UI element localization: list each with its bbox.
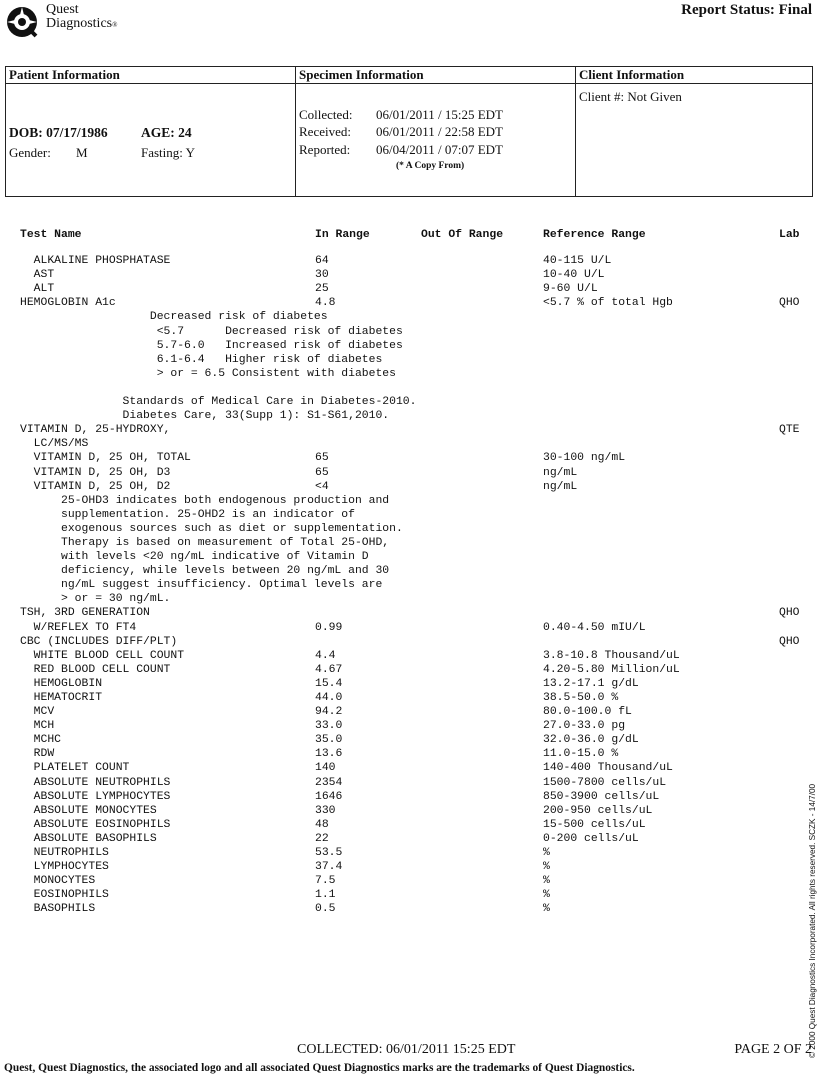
reference-range: 80.0-100.0 fL	[543, 706, 632, 719]
table-row	[0, 832, 830, 846]
logo-mark: ®	[112, 21, 118, 29]
table-row	[0, 254, 830, 268]
table-row	[0, 268, 830, 282]
test-name: RDW	[20, 748, 55, 761]
note-text: with levels <20 ng/mL indicative of Vitamin D	[20, 551, 369, 564]
in-range-value: 65	[315, 452, 329, 465]
in-range-value: 37.4	[315, 861, 343, 874]
reference-range: 0.40-4.50 mIU/L	[543, 621, 646, 634]
table-row	[0, 747, 830, 761]
test-name: HEMOGLOBIN A1c	[20, 297, 116, 310]
note-line	[0, 381, 830, 395]
table-row	[0, 776, 830, 790]
copy-note: (* A Copy From)	[396, 161, 465, 171]
test-name: MCV	[20, 706, 55, 719]
received-label: Received:	[299, 124, 351, 139]
table-row	[0, 423, 830, 437]
in-range-value: 13.6	[315, 748, 343, 761]
in-range-value: 48	[315, 818, 329, 831]
in-range-value: 22	[315, 832, 329, 845]
reference-range: 850-3900 cells/uL	[543, 790, 660, 803]
reference-range: 10-40 U/L	[543, 269, 605, 282]
reference-range: 1500-7800 cells/uL	[543, 776, 667, 789]
lab-code: QTE	[779, 424, 800, 437]
logo-text	[46, 3, 117, 32]
in-range-value: 33.0	[315, 720, 343, 733]
note-line	[0, 325, 830, 339]
table-row	[0, 902, 830, 916]
table-row	[0, 705, 830, 719]
test-name: AST	[20, 269, 55, 282]
table-row	[0, 480, 830, 494]
note-line	[0, 339, 830, 353]
trademark-notice: Quest, Quest Diagnostics, the associated logo and all associated Quest Diagnostics marks are the trademarks of Quest Diagnostics.	[4, 1062, 635, 1074]
reference-range: 140-400 Thousand/uL	[543, 762, 673, 775]
test-name: VITAMIN D, 25 OH, TOTAL	[20, 452, 191, 465]
test-name: HEMOGLOBIN	[20, 677, 103, 690]
table-row	[0, 606, 830, 620]
note-text: ng/mL suggest insufficiency. Optimal levels are	[20, 579, 383, 592]
test-name: MCH	[20, 720, 55, 733]
reference-range: %	[543, 861, 550, 874]
note-line	[0, 536, 830, 550]
in-range-value: 25	[315, 283, 329, 296]
logo-line1: Quest	[46, 2, 79, 17]
lab-code: QHO	[779, 297, 800, 310]
logo-line2: Diagnostics	[46, 16, 113, 31]
note-line	[0, 367, 830, 381]
client-info-heading: Client Information	[576, 67, 812, 84]
quest-logo-icon	[6, 6, 38, 38]
note-line	[0, 494, 830, 508]
lab-code: QHO	[779, 607, 800, 620]
table-row	[0, 621, 830, 635]
test-name: RED BLOOD CELL COUNT	[20, 663, 171, 676]
table-row	[0, 649, 830, 663]
in-range-value: 1646	[315, 790, 343, 803]
in-range-value: 140	[315, 762, 336, 775]
in-range-value: 30	[315, 269, 329, 282]
specimen-info-heading: Specimen Information	[296, 67, 575, 84]
table-row	[0, 874, 830, 888]
table-row	[0, 451, 830, 465]
in-range-value: 65	[315, 466, 329, 479]
reference-range: ng/mL	[543, 480, 578, 493]
note-line	[0, 564, 830, 578]
copyright-notice: © 2000 Quest Diagnostics Incorporated. All rights reserved. SCZK - 14/7/00	[808, 783, 817, 1058]
in-range-value: 1.1	[315, 889, 336, 902]
page-number: PAGE 2 OF 2	[734, 1042, 812, 1057]
reference-range: 32.0-36.0 g/dL	[543, 734, 639, 747]
note-text: supplementation. 25-OHD2 is an indicator of	[20, 508, 355, 521]
reference-range: %	[543, 889, 550, 902]
table-row	[0, 466, 830, 480]
note-line	[0, 395, 830, 409]
in-range-value: 35.0	[315, 734, 343, 747]
test-name: VITAMIN D, 25-HYDROXY,	[20, 424, 171, 437]
col-out-range: Out Of Range	[421, 229, 504, 241]
note-text: Diabetes Care, 33(Supp 1): S1-S61,2010.	[20, 410, 390, 423]
col-reference-range: Reference Range	[543, 229, 646, 241]
table-row	[0, 296, 830, 310]
table-row	[0, 888, 830, 902]
in-range-value: 53.5	[315, 847, 343, 860]
in-range-value: 44.0	[315, 692, 343, 704]
test-name: ALT	[20, 283, 55, 296]
in-range-value: 15.4	[315, 677, 343, 690]
reference-range: <5.7 % of total Hgb	[543, 297, 673, 310]
note-line	[0, 550, 830, 564]
test-name: VITAMIN D, 25 OH, D3	[20, 466, 171, 479]
test-name: PLATELET COUNT	[20, 762, 130, 775]
collected-label: Collected:	[299, 107, 353, 122]
in-range-value: 330	[315, 804, 336, 817]
patient-info-heading: Patient Information	[6, 67, 295, 84]
table-row	[0, 719, 830, 733]
footer-collected: COLLECTED: 06/01/2011 15:25 EDT	[297, 1042, 516, 1057]
note-text: Decreased risk of diabetes	[20, 311, 328, 324]
table-row	[0, 282, 830, 296]
note-text: > or = 6.5 Consistent with diabetes	[20, 367, 396, 380]
table-row	[0, 663, 830, 677]
test-name: ABSOLUTE NEUTROPHILS	[20, 776, 171, 789]
test-name: WHITE BLOOD CELL COUNT	[20, 649, 185, 662]
test-name: HEMATOCRIT	[20, 692, 103, 704]
table-row	[0, 635, 830, 649]
test-name: ABSOLUTE MONOCYTES	[20, 804, 157, 817]
reference-range: 200-950 cells/uL	[543, 804, 653, 817]
reference-range: 4.20-5.80 Million/uL	[543, 663, 680, 676]
reference-range: ng/mL	[543, 466, 578, 479]
col-in-range: In Range	[315, 229, 370, 241]
age: AGE: 24	[141, 125, 192, 140]
note-line	[0, 409, 830, 423]
in-range-value: 2354	[315, 776, 343, 789]
dob: DOB: 07/17/1986	[9, 125, 108, 140]
collected-value: 06/01/2011 / 15:25 EDT	[376, 107, 503, 122]
table-row	[0, 691, 830, 705]
test-name: LC/MS/MS	[20, 438, 89, 451]
test-name: ABSOLUTE BASOPHILS	[20, 832, 157, 845]
note-text: exogenous sources such as diet or supplementation.	[20, 522, 403, 535]
reference-range: %	[543, 903, 550, 916]
in-range-value: 4.8	[315, 297, 336, 310]
patient-info-panel	[6, 67, 296, 196]
in-range-value: 0.99	[315, 621, 343, 634]
report-status: Report Status: Final	[681, 2, 812, 18]
gender-value: M	[76, 145, 88, 160]
reference-range: 27.0-33.0 pg	[543, 720, 626, 733]
reference-range: 40-115 U/L	[543, 255, 612, 268]
test-name: NEUTROPHILS	[20, 847, 109, 860]
test-name: W/REFLEX TO FT4	[20, 621, 137, 634]
test-name: ALKALINE PHOSPHATASE	[20, 255, 171, 268]
in-range-value: 4.4	[315, 649, 336, 662]
reference-range: %	[543, 875, 550, 888]
quest-logo	[6, 2, 126, 46]
test-name: EOSINOPHILS	[20, 889, 109, 902]
received-value: 06/01/2011 / 22:58 EDT	[376, 124, 503, 139]
note-line	[0, 310, 830, 324]
note-text: 6.1-6.4 Higher risk of diabetes	[20, 353, 383, 366]
note-text: deficiency, while levels between 20 ng/mL and 30	[20, 565, 390, 578]
test-name: ABSOLUTE EOSINOPHILS	[20, 818, 171, 831]
note-line	[0, 522, 830, 536]
table-row	[0, 804, 830, 818]
col-test-name: Test Name	[20, 229, 82, 241]
test-name: BASOPHILS	[20, 903, 96, 916]
reference-range: 3.8-10.8 Thousand/uL	[543, 649, 680, 662]
reference-range: 38.5-50.0 %	[543, 692, 619, 704]
results-table	[0, 204, 830, 917]
note-line	[0, 578, 830, 592]
table-row	[0, 860, 830, 874]
in-range-value: 4.67	[315, 663, 343, 676]
reference-range: 9-60 U/L	[543, 283, 598, 296]
table-row	[0, 677, 830, 691]
in-range-value: <4	[315, 480, 329, 493]
table-header	[0, 228, 830, 242]
in-range-value: 64	[315, 255, 329, 268]
note-text: 5.7-6.0 Increased risk of diabetes	[20, 339, 403, 352]
table-row	[0, 437, 830, 451]
fasting: Fasting: Y	[141, 145, 196, 160]
lab-code: QHO	[779, 635, 800, 648]
note-text: > or = 30 ng/mL.	[20, 593, 171, 606]
test-name: TSH, 3RD GENERATION	[20, 607, 150, 620]
reference-range: 11.0-15.0 %	[543, 748, 619, 761]
reference-range: 30-100 ng/mL	[543, 452, 626, 465]
note-text: Standards of Medical Care in Diabetes-2010.	[20, 396, 417, 409]
client-number: Client #: Not Given	[579, 89, 682, 104]
table-row	[0, 761, 830, 775]
gender-label: Gender:	[9, 145, 51, 160]
in-range-value: 7.5	[315, 875, 336, 888]
test-name: ABSOLUTE LYMPHOCYTES	[20, 790, 171, 803]
test-name: CBC (INCLUDES DIFF/PLT)	[20, 635, 178, 648]
in-range-value: 0.5	[315, 903, 336, 916]
table-row	[0, 733, 830, 747]
in-range-value: 94.2	[315, 706, 343, 719]
note-line	[0, 353, 830, 367]
reference-range: 0-200 cells/uL	[543, 832, 639, 845]
col-lab: Lab	[779, 229, 800, 241]
client-info-panel	[576, 67, 812, 196]
reference-range: 15-500 cells/uL	[543, 818, 646, 831]
test-name: VITAMIN D, 25 OH, D2	[20, 480, 171, 493]
note-line	[0, 508, 830, 522]
table-row	[0, 846, 830, 860]
test-name: MCHC	[20, 734, 62, 747]
note-line	[0, 592, 830, 606]
test-name: LYMPHOCYTES	[20, 861, 109, 874]
note-text: Therapy is based on measurement of Total 25-OHD,	[20, 536, 390, 549]
test-name: MONOCYTES	[20, 875, 96, 888]
header-info-box	[5, 66, 813, 197]
reference-range: 13.2-17.1 g/dL	[543, 677, 639, 690]
reference-range: %	[543, 847, 550, 860]
specimen-info-panel	[296, 67, 576, 196]
reported-value: 06/04/2011 / 07:07 EDT	[376, 142, 503, 157]
note-text: 25-OHD3 indicates both endogenous production and	[20, 494, 390, 507]
note-text: <5.7 Decreased risk of diabetes	[20, 325, 403, 338]
table-row	[0, 790, 830, 804]
table-row	[0, 818, 830, 832]
reported-label: Reported:	[299, 142, 351, 157]
